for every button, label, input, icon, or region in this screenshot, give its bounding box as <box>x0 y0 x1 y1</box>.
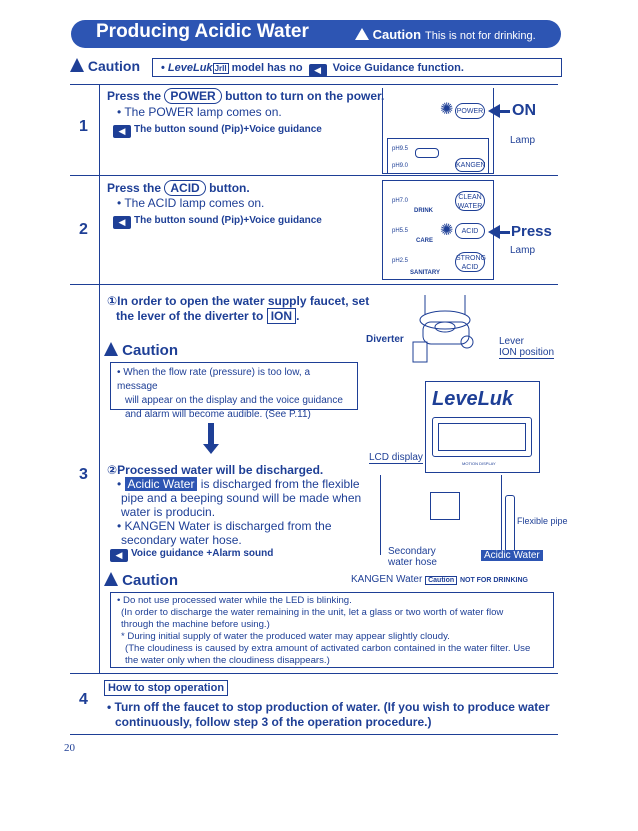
indicator-icon <box>415 148 439 158</box>
acidic-water-tag: Acidic Water <box>481 550 543 561</box>
voice-guidance: ◀ Voice guidance +Alarm sound <box>107 548 273 562</box>
divider <box>70 84 558 85</box>
ph-label: pH9.0 <box>392 163 409 169</box>
sanitary-label: SANITARY <box>410 270 440 276</box>
arrow-shaft <box>498 231 510 234</box>
warning-icon <box>104 342 118 356</box>
divider <box>70 673 558 674</box>
divider <box>99 84 100 674</box>
brand-logo: LeveLuk <box>432 388 514 410</box>
diverter-figure <box>405 290 505 370</box>
lcd-inner <box>438 423 526 451</box>
lamp-label: Lamp <box>510 135 536 146</box>
speaker-icon: ◀ <box>309 64 327 77</box>
speaker-icon: ◀ <box>113 216 131 229</box>
step-number: 2 <box>79 221 88 238</box>
step3-line2: the lever of the diverter to ION . <box>116 309 300 323</box>
step1-bullet: • The POWER lamp comes on. <box>117 105 282 119</box>
discharge-line: • KANGEN Water is discharged from the <box>117 519 332 533</box>
caution-box: • Do not use processed water while the LED is blinking. (In order to discharge the water remaining in the unit, let a glass or two worth of water flow through the machine before using.) * During initial supply of water the produced water may appear slightly cloudy. (The cloudiness is caused by extra amount of activated carbon contained in the water filter. Use the water only when the cloudiness disappears.) <box>110 592 554 668</box>
discharge-line: • Acidic Water is discharged from the flexible <box>117 477 360 491</box>
arrow-shaft <box>498 110 510 113</box>
flexible-pipe-shape <box>505 495 515 551</box>
step2-sound: ◀ The button sound (Pip)+Voice guidance <box>110 215 322 229</box>
kangen-water-note: KANGEN Water Caution NOT FOR DRINKING <box>351 574 528 585</box>
unit-buttons <box>430 492 460 520</box>
page-title: Producing Acidic Water <box>96 21 309 42</box>
caution-heading: Caution <box>104 572 178 589</box>
ph-label: pH2.5 <box>392 258 409 264</box>
lcd-sub-label: MOTION DISPLAY <box>462 461 496 466</box>
power-button: POWER <box>455 103 485 119</box>
stop-line: continuously, follow step 3 of the operation procedure.) <box>115 715 432 729</box>
down-arrow-icon <box>203 444 219 454</box>
ph-label: pH5.5 <box>392 228 409 234</box>
drink-label: DRINK <box>414 208 433 214</box>
care-label: CARE <box>416 238 434 244</box>
on-label: ON <box>512 102 536 119</box>
step-number: 1 <box>79 118 88 135</box>
warning-icon <box>355 28 369 40</box>
stop-operation-box: How to stop operation <box>104 680 228 696</box>
flexible-pipe-label: Flexible pipe <box>517 516 568 526</box>
speaker-icon: ◀ <box>113 125 131 138</box>
step3-line1: ①In order to open the water supply faucet, set <box>107 294 370 308</box>
caution-heading: Caution <box>70 58 140 74</box>
step1-sound: ◀ The button sound (Pip)+Voice guidance <box>110 124 322 138</box>
caution-heading: Caution <box>104 342 178 359</box>
discharge-line: secondary water hose. <box>121 533 242 547</box>
diverter-label: Diverter <box>366 334 404 345</box>
warning-icon <box>70 58 84 72</box>
divider <box>70 284 558 285</box>
ion-position-label: ION position <box>499 347 555 358</box>
ph-label: pH9.5 <box>392 146 409 152</box>
brand-logo-text: LeveLuk <box>167 62 213 74</box>
lamp-icon: ✺ <box>440 101 454 118</box>
press-label: Press <box>511 223 552 240</box>
step-number: 3 <box>79 466 88 483</box>
stop-line: • Turn off the faucet to stop production of water. (If you wish to produce water <box>107 700 550 714</box>
step2-bullet: • The ACID lamp comes on. <box>117 196 265 210</box>
caution-box: • When the flow rate (pressure) is too low, a message will appear on the display and the voice guidance and alarm will become audible. (See P.11) <box>110 362 358 410</box>
strong-acid-button: STRONG ACID <box>455 252 485 272</box>
secondary-hose-label: Secondary <box>388 546 436 557</box>
lamp-icon: ✺ <box>440 222 454 239</box>
lcd-label: LCD display <box>369 452 423 463</box>
divider <box>70 175 558 176</box>
lamp-label: Lamp <box>510 245 536 256</box>
clean-water-button: CLEAN WATER <box>455 191 485 211</box>
lever-label: Lever <box>499 336 525 347</box>
discharge-title: ②Processed water will be discharged. <box>107 463 324 477</box>
divider <box>70 734 558 735</box>
discharge-line: water is producin. <box>121 505 216 519</box>
page-number: 20 <box>64 742 75 754</box>
step1-title: Press the POWER button to turn on the power. <box>107 89 385 103</box>
kangen-button: KANGEN <box>455 158 485 172</box>
warning-icon <box>104 572 118 586</box>
header-caution: Caution This is not for drinking. <box>355 27 536 42</box>
acid-button: ACID <box>455 223 485 239</box>
ph-label: pH7.0 <box>392 198 409 204</box>
caution-model-box: • LeveLuk JrII model has no ◀ Voice Guidance function. <box>152 58 562 77</box>
step2-title: Press the ACID button. <box>107 181 250 195</box>
step-number: 4 <box>79 691 88 708</box>
down-arrow-shaft <box>208 423 214 445</box>
secondary-hose-label: water hose <box>388 557 437 568</box>
speaker-icon: ◀ <box>110 549 128 562</box>
discharge-line: pipe and a beeping sound will be made when <box>121 491 362 505</box>
